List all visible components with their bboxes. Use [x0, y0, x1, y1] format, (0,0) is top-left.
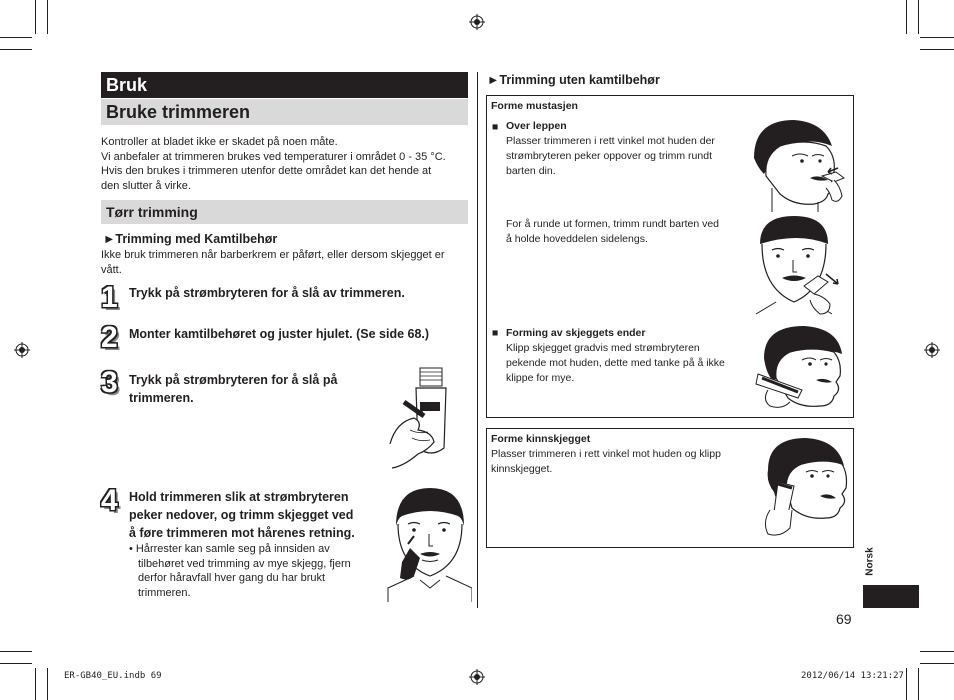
man-face-front-illustration — [386, 484, 472, 602]
language-tab-label: Norsk — [864, 547, 876, 576]
intro-text: Kontroller at bladet ikke er skadet på noen måte. Vi anbefaler at trimmeren brukes ved temperaturer i området 0 - 35 °C. Hvis den brukes i trimmeren utenfor dette området kan det hende at den slutter å virke. — [101, 136, 446, 192]
item-text: Klipp skjegget gradvis med strømbryteren pekende mot huden, dette med tanke på å ikke klippe for mye. — [506, 342, 725, 384]
trimmer-hand-illustration — [380, 364, 470, 474]
registration-mark-icon — [14, 342, 30, 358]
step-text: Trykk på strømbryteren for å slå av trimmeren. — [129, 286, 405, 300]
step-number: 2 — [101, 321, 118, 354]
registration-mark-icon — [924, 342, 940, 358]
step-number: 3 — [101, 366, 118, 399]
sideburn-box-text: Plasser trimmeren i rett vinkel mot huden og klipp kinnskjegget. — [491, 448, 721, 475]
dry-subheading: ►Trimming med Kamtilbehør — [103, 232, 278, 246]
item-text: Plasser trimmeren i rett vinkel mot huden der strømbryteren peker oppover og trimm rundt barten din. — [506, 135, 715, 177]
footer-file-info: ER-GB40_EU.indb 69 — [64, 671, 162, 681]
sideburn-box-title: Forme kinnskjegget — [491, 433, 591, 445]
page-number: 69 — [836, 611, 852, 627]
man-profile-mustache-illustration — [748, 118, 852, 212]
section-subtitle: Bruke trimmeren — [101, 99, 468, 125]
man-profile-sideburn-illustration — [756, 436, 850, 542]
step4-bullet-note: • Hårrester kan samle seg på innsiden av tilbehøret ved trimming av mye skjegg, fjern derfor håravfall hver gang du har brukt trimmeren. — [129, 543, 351, 599]
footer-timestamp: 2012/06/14 13:21:27 — [801, 671, 904, 681]
dry-trimming-heading: Tørr trimming — [101, 200, 468, 224]
no-comb-heading: ►Trimming uten kamtilbehør — [487, 73, 660, 87]
language-tab-block — [863, 585, 919, 608]
registration-mark-icon — [469, 14, 485, 30]
step-text: Trykk på strømbryteren for å slå på trimmeren. — [129, 373, 338, 405]
man-face-front-trimming-illustration — [750, 214, 850, 318]
bullet-square-icon: ■ — [492, 121, 499, 133]
item-title: Forming av skjeggets ender — [506, 327, 646, 339]
dry-note: Ikke bruk trimmeren når barberkrem er påført, eller dersom skjegget er vått. — [101, 249, 445, 276]
column-divider — [477, 72, 478, 608]
section-title: Bruk — [101, 72, 468, 98]
bullet-square-icon: ■ — [492, 327, 499, 339]
item-text: For å runde ut formen, trimm rundt barten ved å holde hoveddelen sidelengs. — [506, 218, 720, 245]
step-number: 1 — [101, 281, 118, 314]
item-title: Over leppen — [506, 120, 567, 132]
mustache-box-title: Forme mustasjen — [491, 100, 578, 112]
man-profile-beard-edges-illustration — [754, 324, 852, 414]
step-text: Monter kamtilbehøret og juster hjulet. (Se side 68.) — [129, 327, 430, 341]
registration-mark-icon — [469, 669, 485, 685]
step-number: 4 — [101, 484, 118, 517]
step-text: Hold trimmeren slik at strømbryteren peker nedover, og trimm skjegget ved å føre trimmeren mot hårenes retning. — [129, 490, 355, 540]
